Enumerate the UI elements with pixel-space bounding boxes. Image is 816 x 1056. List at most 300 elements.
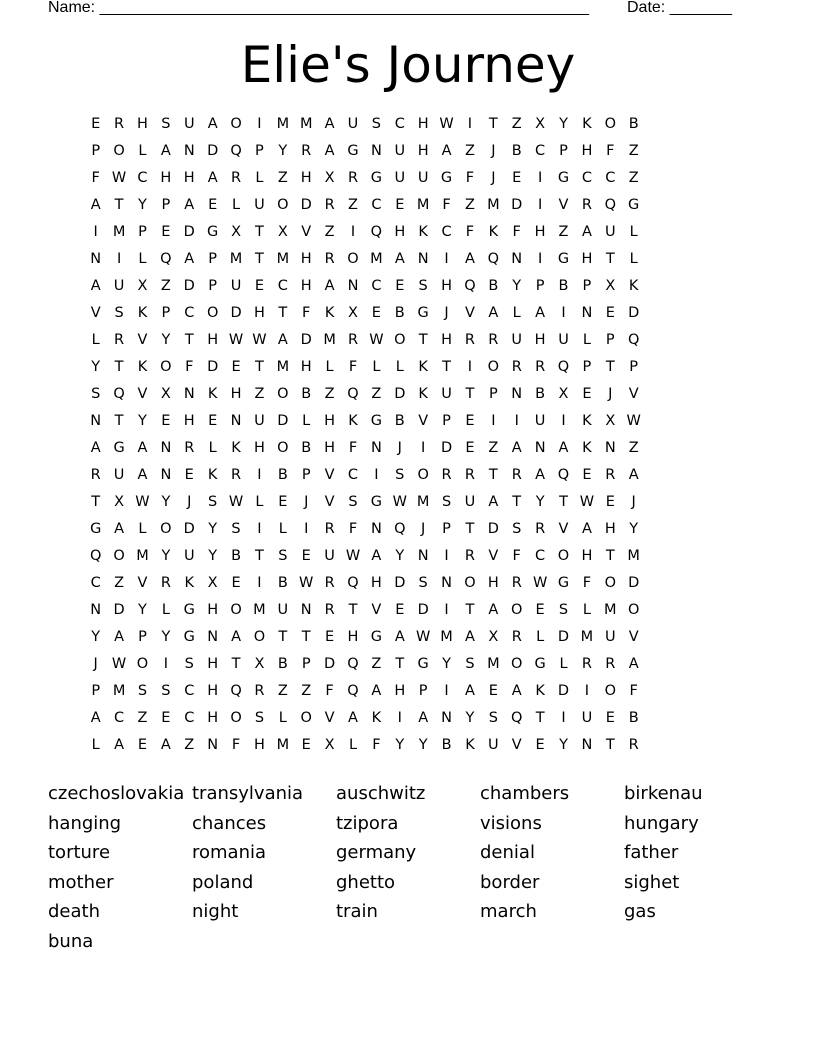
grid-letter: W <box>228 332 244 348</box>
grid-letter: A <box>207 170 218 186</box>
grid-letter: S <box>114 305 124 321</box>
grid-letter: T <box>114 197 124 213</box>
grid-letter: M <box>416 494 430 510</box>
grid-letter: Z <box>137 710 148 726</box>
grid-letter: K <box>207 467 218 483</box>
grid-letter: E <box>465 440 475 456</box>
grid-letter: O <box>230 710 242 726</box>
grid-letter: A <box>324 143 335 159</box>
grid-letter: M <box>276 737 290 753</box>
grid-letter: R <box>184 440 195 456</box>
grid-letter: P <box>208 251 218 267</box>
grid-letter: W <box>392 494 407 510</box>
grid-letter: Y <box>535 494 545 510</box>
grid-letter: P <box>442 413 451 429</box>
grid-letter: I <box>257 521 262 537</box>
grid-letter: Z <box>628 440 639 456</box>
grid-letter: M <box>604 602 617 618</box>
grid-letter: W <box>532 575 548 591</box>
grid-letter: K <box>137 359 148 375</box>
grid-letter: F <box>325 683 334 699</box>
grid-letter: T <box>605 251 615 267</box>
grid-letter: G <box>417 656 429 672</box>
grid-letter: R <box>464 467 475 483</box>
grid-letter: W <box>415 629 431 645</box>
grid-letter: N <box>90 413 102 429</box>
word-bank-item: transylvania <box>192 783 304 804</box>
grid-letter: V <box>558 197 569 213</box>
grid-letter: D <box>277 413 289 429</box>
grid-letter: C <box>441 224 452 240</box>
grid-letter: H <box>534 224 546 240</box>
grid-letter: O <box>160 359 172 375</box>
grid-letter: Q <box>89 548 102 564</box>
grid-letter: I <box>116 251 122 267</box>
grid-letter: R <box>347 170 359 186</box>
grid-letter: F <box>442 197 451 213</box>
grid-letter: E <box>91 116 101 132</box>
grid-letter: R <box>628 737 639 753</box>
grid-letter: I <box>163 656 168 672</box>
grid-letter: I <box>584 683 590 699</box>
grid-letter: W <box>228 494 244 510</box>
grid-letter: E <box>137 737 148 753</box>
word-bank-item: chances <box>192 812 267 834</box>
grid-letter: Y <box>512 278 522 294</box>
grid-letter: P <box>629 359 639 375</box>
grid-letter: I <box>444 602 449 618</box>
grid-row <box>84 111 645 138</box>
word-bank-item: march <box>480 901 537 922</box>
grid-letter: E <box>582 386 592 402</box>
grid-letter: Z <box>371 386 382 402</box>
grid-letter: X <box>535 116 546 132</box>
grid-letter: B <box>488 278 499 294</box>
grid-letter: H <box>207 332 219 348</box>
grid-letter: V <box>628 386 639 402</box>
grid-letter: Q <box>604 197 616 213</box>
grid-letter: K <box>418 386 428 402</box>
grid-letter: G <box>370 494 382 510</box>
grid-letter: E <box>605 710 615 726</box>
grid-letter: S <box>371 116 381 132</box>
grid-letter: T <box>114 359 124 375</box>
grid-letter: Y <box>395 737 405 753</box>
grid-letter: N <box>581 305 593 321</box>
grid-letter: G <box>440 170 453 186</box>
grid-letter: E <box>465 413 475 429</box>
grid-letter: M <box>276 116 290 132</box>
grid-letter: Z <box>184 737 195 753</box>
grid-letter: P <box>301 656 311 672</box>
grid-letter: E <box>231 575 241 591</box>
grid-letter: A <box>394 629 405 645</box>
grid-letter: Q <box>347 386 359 402</box>
grid-letter: L <box>255 494 264 510</box>
grid-letter: U <box>511 332 523 348</box>
grid-letter: I <box>257 116 262 132</box>
word-bank-item: ghetto <box>336 871 396 893</box>
grid-letter: H <box>394 224 406 240</box>
grid-letter: T <box>255 359 264 375</box>
grid-letter: S <box>465 656 475 672</box>
grid-letter: H <box>253 737 265 753</box>
grid-letter: A <box>371 683 382 699</box>
grid-letter: M <box>370 251 383 267</box>
grid-row <box>84 327 645 354</box>
grid-letter: S <box>137 683 148 699</box>
grid-letter: A <box>277 332 288 348</box>
grid-letter: N <box>90 251 102 267</box>
grid-letter: W <box>345 548 361 564</box>
letter-grid <box>84 111 645 759</box>
grid-letter: L <box>302 413 311 429</box>
grid-row <box>84 273 645 300</box>
word-bank-item: death <box>48 901 100 922</box>
grid-letter: U <box>464 494 476 510</box>
grid-letter: T <box>184 332 194 348</box>
grid-letter: C <box>371 197 382 213</box>
grid-letter: X <box>324 170 335 186</box>
grid-letter: I <box>537 170 543 186</box>
grid-letter: P <box>91 683 101 699</box>
grid-letter: G <box>628 197 640 213</box>
grid-letter: R <box>511 575 522 591</box>
grid-row <box>84 219 645 246</box>
grid-letter: Z <box>464 197 475 213</box>
grid-row <box>84 732 645 759</box>
grid-letter: P <box>582 359 592 375</box>
grid-letter: T <box>301 629 311 645</box>
grid-letter: D <box>300 197 312 213</box>
grid-letter: D <box>183 521 195 537</box>
grid-letter: J <box>187 494 192 510</box>
grid-letter: T <box>255 251 264 267</box>
grid-letter: X <box>114 494 125 510</box>
grid-row <box>84 543 645 570</box>
grid-letter: L <box>161 602 170 618</box>
grid-letter: W <box>626 413 641 429</box>
grid-letter: U <box>394 143 406 159</box>
grid-letter: H <box>534 332 546 348</box>
grid-letter: H <box>137 116 148 132</box>
grid-letter: D <box>487 521 499 537</box>
grid-letter: R <box>90 467 101 483</box>
grid-letter: O <box>253 629 266 645</box>
grid-letter: R <box>535 521 546 537</box>
grid-letter: X <box>488 629 499 645</box>
grid-letter: O <box>113 548 125 564</box>
grid-letter: U <box>277 602 289 618</box>
grid-row <box>84 705 645 732</box>
grid-letter: N <box>160 467 172 483</box>
grid-letter: Y <box>91 629 101 645</box>
grid-letter: O <box>230 116 242 132</box>
grid-letter: P <box>138 629 147 645</box>
grid-letter: T <box>114 413 124 429</box>
grid-letter: G <box>183 629 195 645</box>
grid-letter: L <box>278 710 287 726</box>
word-bank-item: torture <box>48 842 111 863</box>
grid-letter: V <box>488 548 499 564</box>
grid-letter: E <box>582 467 592 483</box>
grid-letter: L <box>372 359 381 375</box>
grid-letter: A <box>324 278 335 294</box>
grid-letter: R <box>511 629 522 645</box>
grid-letter: I <box>93 224 98 240</box>
grid-letter: E <box>161 413 171 429</box>
grid-letter: H <box>207 656 219 672</box>
grid-row <box>84 570 645 597</box>
grid-letter: K <box>465 737 475 753</box>
grid-letter: L <box>536 629 545 645</box>
grid-letter: R <box>464 332 475 348</box>
grid-letter: Y <box>278 143 288 159</box>
grid-letter: X <box>605 413 616 429</box>
grid-letter: X <box>231 224 241 240</box>
grid-letter: N <box>511 251 523 267</box>
grid-letter: B <box>277 656 288 672</box>
grid-letter: H <box>581 548 593 564</box>
grid-letter: N <box>441 710 452 726</box>
grid-letter: U <box>324 548 335 564</box>
grid-letter: D <box>230 305 242 321</box>
grid-letter: R <box>441 467 452 483</box>
grid-letter: Y <box>138 602 147 618</box>
grid-letter: A <box>324 116 335 132</box>
grid-letter: D <box>440 440 453 456</box>
grid-letter: S <box>418 278 428 294</box>
grid-letter: C <box>277 278 288 294</box>
grid-letter: M <box>253 602 266 618</box>
grid-letter: U <box>347 116 359 132</box>
grid-letter: A <box>488 602 499 618</box>
grid-letter: Y <box>559 116 568 132</box>
grid-letter: S <box>348 494 358 510</box>
grid-letter: C <box>184 683 195 699</box>
grid-letter: I <box>397 710 402 726</box>
grid-letter: G <box>417 305 429 321</box>
grid-letter: E <box>161 224 171 240</box>
grid-letter: O <box>511 656 523 672</box>
grid-letter: S <box>231 521 241 537</box>
grid-letter: U <box>113 278 125 294</box>
grid-letter: N <box>160 440 172 456</box>
grid-letter: D <box>417 602 429 618</box>
grid-letter: G <box>370 629 382 645</box>
grid-letter: G <box>90 521 102 537</box>
grid-letter: V <box>511 737 522 753</box>
grid-letter: T <box>278 305 288 321</box>
grid-letter: D <box>394 575 406 591</box>
grid-letter: E <box>301 737 311 753</box>
grid-letter: H <box>604 521 616 537</box>
grid-letter: R <box>254 683 265 699</box>
grid-letter: W <box>579 494 595 510</box>
grid-letter: L <box>629 251 638 267</box>
grid-letter: A <box>90 197 101 213</box>
grid-letter: D <box>300 332 312 348</box>
grid-letter: L <box>231 197 241 213</box>
grid-letter: J <box>608 386 613 402</box>
grid-letter: C <box>535 548 546 564</box>
grid-letter: O <box>277 440 289 456</box>
grid-letter: F <box>302 305 311 321</box>
grid-letter: K <box>582 440 592 456</box>
grid-letter: B <box>301 440 312 456</box>
grid-letter: N <box>300 602 312 618</box>
grid-letter: U <box>417 170 429 186</box>
grid-letter: U <box>230 278 242 294</box>
grid-letter: N <box>370 440 382 456</box>
grid-letter: O <box>417 467 429 483</box>
grid-letter: N <box>370 521 382 537</box>
grid-letter: I <box>444 548 449 564</box>
grid-letter: V <box>301 224 312 240</box>
grid-letter: N <box>604 440 616 456</box>
grid-letter: D <box>628 305 640 321</box>
grid-letter: H <box>370 575 382 591</box>
grid-letter: M <box>323 332 336 348</box>
grid-letter: E <box>535 737 545 753</box>
grid-letter: Y <box>208 548 218 564</box>
grid-letter: O <box>300 710 312 726</box>
grid-letter: E <box>278 494 288 510</box>
word-bank-item: mother <box>48 871 114 893</box>
grid-letter: V <box>137 575 148 591</box>
grid-letter: B <box>535 386 546 402</box>
word-bank-item: visions <box>480 812 542 834</box>
grid-letter: S <box>418 575 428 591</box>
grid-letter: W <box>252 332 267 348</box>
word-bank-item: poland <box>192 871 254 893</box>
grid-letter: R <box>231 170 242 186</box>
grid-letter: R <box>464 548 475 564</box>
grid-letter: X <box>277 224 288 240</box>
grid-letter: T <box>465 602 475 618</box>
grid-letter: P <box>418 683 428 699</box>
grid-letter: Q <box>113 386 125 402</box>
grid-letter: A <box>90 278 101 294</box>
grid-letter: H <box>183 413 195 429</box>
grid-letter: Q <box>347 683 359 699</box>
grid-letter: A <box>114 629 125 645</box>
grid-letter: L <box>278 521 287 537</box>
grid-letter: R <box>324 575 335 591</box>
grid-letter: X <box>558 386 569 402</box>
grid-letter: X <box>207 575 218 591</box>
grid-letter: L <box>348 737 358 753</box>
grid-letter: Y <box>138 413 147 429</box>
grid-letter: E <box>184 467 194 483</box>
grid-letter: V <box>90 305 101 321</box>
grid-letter: Z <box>277 170 288 186</box>
grid-letter: J <box>444 305 449 321</box>
grid-letter: C <box>371 278 382 294</box>
grid-letter: H <box>394 683 406 699</box>
grid-row <box>84 462 645 489</box>
grid-letter: L <box>138 143 147 159</box>
grid-letter: Y <box>418 737 428 753</box>
grid-letter: P <box>301 467 311 483</box>
grid-letter: D <box>113 602 125 618</box>
grid-letter: K <box>324 305 335 321</box>
grid-letter: A <box>90 710 101 726</box>
grid-letter: M <box>416 197 430 213</box>
grid-letter: G <box>183 602 195 618</box>
grid-letter: S <box>184 656 194 672</box>
grid-row <box>84 489 645 516</box>
grid-letter: T <box>488 467 498 483</box>
grid-letter: A <box>558 440 569 456</box>
grid-letter: L <box>255 170 264 186</box>
grid-letter: Z <box>324 224 335 240</box>
grid-letter: E <box>161 710 171 726</box>
grid-letter: H <box>347 629 359 645</box>
grid-letter: F <box>348 440 358 456</box>
grid-letter: J <box>491 170 496 186</box>
grid-letter: O <box>347 251 359 267</box>
grid-letter: C <box>184 305 195 321</box>
grid-letter: T <box>605 548 615 564</box>
grid-letter: U <box>604 629 616 645</box>
grid-letter: E <box>395 602 405 618</box>
grid-letter: Z <box>254 386 265 402</box>
grid-letter: G <box>113 440 125 456</box>
grid-letter: L <box>138 251 147 267</box>
grid-letter: R <box>114 116 125 132</box>
grid-letter: Y <box>208 521 218 537</box>
grid-letter: W <box>299 575 314 591</box>
grid-letter: P <box>582 278 592 294</box>
grid-letter: U <box>534 413 546 429</box>
grid-letter: W <box>111 170 127 186</box>
grid-letter: H <box>183 170 195 186</box>
grid-letter: F <box>512 548 521 564</box>
grid-letter: K <box>231 440 241 456</box>
grid-letter: O <box>604 116 616 132</box>
grid-letter: O <box>511 602 523 618</box>
grid-letter: Q <box>347 575 359 591</box>
grid-letter: Q <box>511 710 523 726</box>
grid-letter: N <box>230 413 242 429</box>
grid-letter: A <box>90 440 101 456</box>
grid-letter: U <box>113 467 125 483</box>
grid-letter: O <box>113 143 125 159</box>
grid-letter: Y <box>161 332 171 348</box>
grid-row <box>84 678 645 705</box>
grid-row <box>84 651 645 678</box>
grid-letter: H <box>207 602 219 618</box>
grid-letter: F <box>231 737 241 753</box>
grid-letter: K <box>371 710 382 726</box>
grid-letter: V <box>628 629 639 645</box>
grid-letter: Y <box>161 629 171 645</box>
grid-letter: H <box>487 575 499 591</box>
grid-letter: M <box>276 251 290 267</box>
grid-letter: C <box>114 710 125 726</box>
grid-letter: S <box>278 548 288 564</box>
grid-letter: F <box>91 170 100 186</box>
grid-letter: T <box>605 737 615 753</box>
grid-letter: N <box>581 737 593 753</box>
grid-letter: U <box>441 386 452 402</box>
grid-letter: G <box>347 143 359 159</box>
grid-letter: I <box>257 467 262 483</box>
grid-letter: G <box>557 170 570 186</box>
grid-letter: R <box>324 602 335 618</box>
grid-letter: H <box>441 332 452 348</box>
